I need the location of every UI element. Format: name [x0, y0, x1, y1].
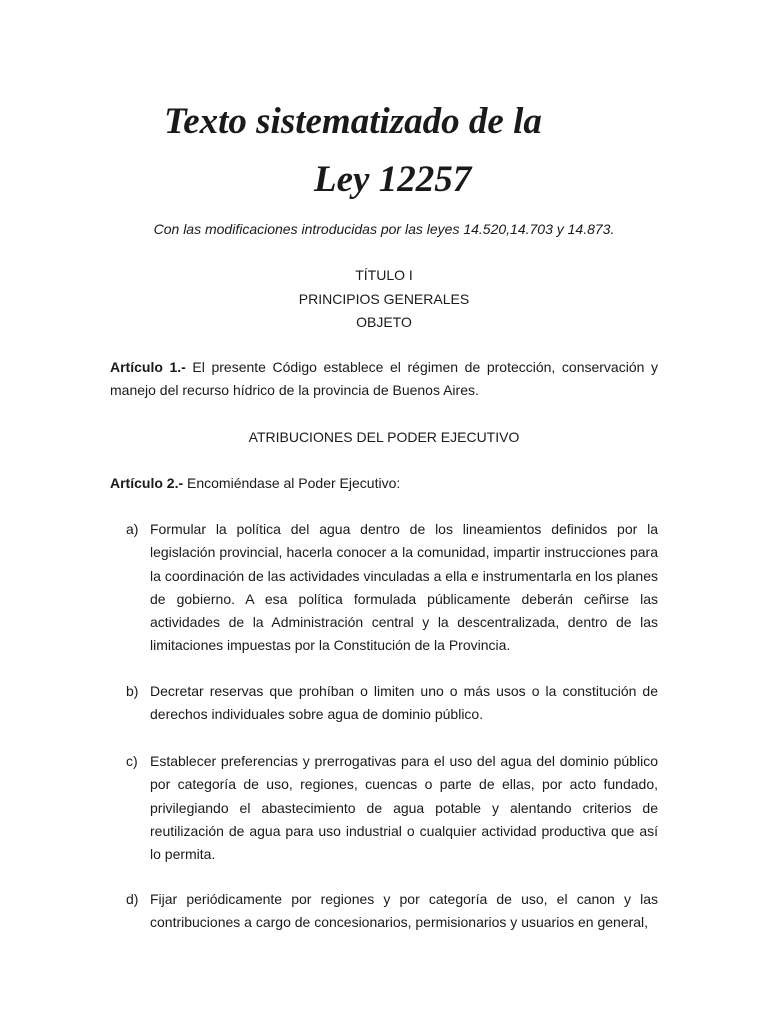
section-heading-objeto: OBJETO [356, 314, 412, 330]
list-item-text: Formular la política del agua dentro de los lineamientos definidos por la legislación provincial, hacerla conocer a la comunidad, impartir instrucciones para la coordinación de las actividades vinculadas a ella e instrumentarla en los planes de gobierno. A esa política formulada públicamente deberán ceñirse las actividades de la Administración central y la descentralizada, dentro de las limitaciones impuestas por la Constitución de la Provincia. [150, 521, 658, 654]
article-2 [110, 472, 658, 495]
document-subtitle: Con las modificaciones introducidas por las leyes 14.520,14.703 y 14.873. [153, 221, 615, 237]
list-item-text: Decretar reservas que prohíban o limiten uno o más usos o la constitución de derechos individuales sobre agua de dominio público. [150, 683, 658, 723]
article-2-text: Encomiéndase al Poder Ejecutivo: [187, 475, 401, 491]
list-item-text: Establecer preferencias y prerrogativas para el uso del agua del dominio público por categoría de uso, regiones, cuencas o parte de ellas, por acto fundado, privilegiando el abastecimiento de agua potable y alentando criterios de reutilización de agua para uso industrial o cualquier actividad productiva que así lo permita. [150, 753, 658, 863]
document-title-line-1: Texto sistematizado de la [164, 101, 542, 142]
section-heading-atribuciones: ATRIBUCIONES DEL PODER EJECUTIVO [248, 429, 520, 445]
list-item-text: Fijar periódicamente por regiones y por categoría de uso, el canon y las contribuciones a cargo de concesionarios, permisionarios y usuarios en general, [150, 891, 658, 931]
list-item-marker: a) [126, 521, 139, 537]
article-1-text: El presente Código establece el régimen de protección, conservación y manejo del recurso hídrico de la provincia de Buenos Aires. [110, 359, 658, 399]
article-1 [110, 356, 658, 403]
list-item-d [126, 888, 658, 935]
list-item-c [126, 750, 658, 866]
list-item-b [126, 680, 658, 727]
document-title-line-2: Ley 12257 [314, 159, 472, 200]
article-1-label: Artículo 1.- [110, 359, 186, 375]
list-item-marker: d) [126, 891, 139, 907]
section-heading-principios: PRINCIPIOS GENERALES [298, 291, 470, 307]
list-item-marker: c) [126, 753, 138, 769]
list-item-a [126, 518, 658, 658]
section-heading-titulo: TÍTULO I [355, 267, 413, 283]
list-item-marker: b) [126, 683, 139, 699]
article-2-label: Artículo 2.- [110, 475, 184, 491]
